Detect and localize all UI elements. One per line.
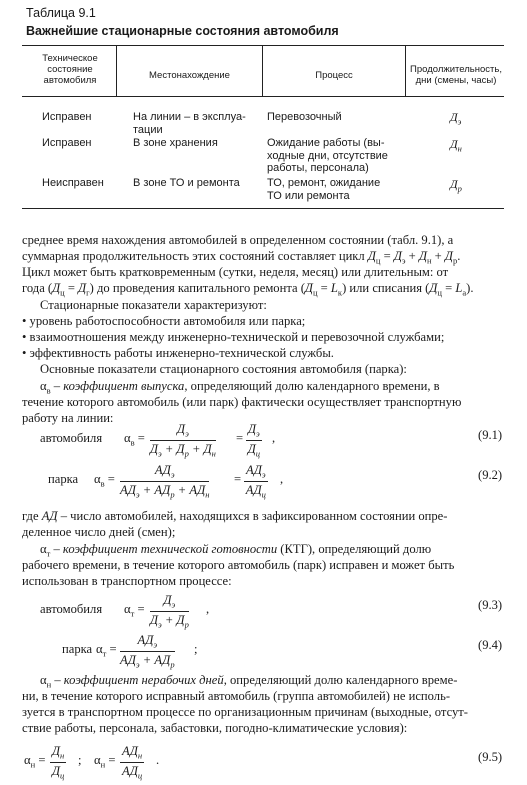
comma: , [280,472,284,486]
semicolon: ; [194,642,198,656]
paragraph-line: суммарная продолжительность этих состояний составляет цикл $Д_ц = Д_э + Д_н + Д_р$. [22,249,461,266]
equation-9-2: $\alpha_в$ = [94,472,115,489]
table-row-2-location: В зоне хранения [133,137,218,149]
equation-number: (9.3) [478,598,503,612]
equation-9-4-fraction: $АД_э$ $АД_э + АД_р$ [120,633,175,670]
equals-sign: = [234,472,242,486]
paragraph-line: $\alpha_т$ – коэффициент технической готовности (КТГ), определяющий долю [40,542,432,559]
paragraph-line: зуется в транспортном процессе по организационным причинам (выходные, отсут- [22,705,468,719]
equation-9-5b-fraction: $АД_н$ $АД_ц$ [121,744,143,781]
equation-9-3: $\alpha_т$ = [124,602,145,619]
table-caption: Таблица 9.1 [26,6,96,20]
equation-9-3-fraction: $Д_э$ $Д_э + Д_р$ [150,593,189,630]
comma: , [272,431,276,445]
equation-9-2-fraction-2: $АД_э$ $АД_ц$ [245,463,266,500]
table-row-3-location: В зоне ТО и ремонта [133,177,240,189]
paragraph-line: где АД – число автомобилей, находящихся в зафиксированном состоянии опре- [22,509,448,523]
equation-9-1: $\alpha_в$ = [124,431,145,448]
table-row-1-location: На линии – в эксплуа- тации [133,111,246,136]
paragraph-line: Стационарные показатели характеризуют: [40,298,267,312]
period: . [156,753,160,767]
paragraph-line: $\alpha_в$ – коэффициент выпуска, определяющий долю календарного времени, в [40,379,440,396]
header-duration: Продолжительность, дни (смены, часы) [410,64,502,86]
equation-9-5: $\alpha_н$ = [24,753,46,770]
equation-9-5b: $\alpha_н$ = [94,753,116,770]
equation-9-4: $\alpha_т$ = [96,642,117,659]
equation-9-2-fraction: $АД_э$ $АД_э + АД_р + АД_н$ [120,463,210,500]
paragraph-line: деленное число дней (смен); [22,525,176,539]
bullet-item: • взаимоотношения между инженерно-технической и перевозочной службами; [22,330,445,344]
paragraph-line: течение которого автомобиль (или парк) фактически осуществляет транспортную [22,395,462,409]
bullet-item: • эффективность работы инженерно-технической службы. [22,346,334,360]
paragraph-line: среднее время нахождения автомобилей в определенном состоянии (табл. 9.1), а [22,233,454,247]
table-row-3-process: ТО, ремонт, ожидание ТО или ремонта [267,177,381,202]
paragraph-line: Цикл может быть кратковременным (сутки, неделя, месяц) или длительным: от [22,265,449,279]
equation-9-5-fraction: $Д_н$ $Д_ц$ [51,744,65,781]
table-row-1-duration: $Д_э$ [450,110,462,127]
equals-sign: = [236,431,244,445]
equation-label: автомобиля [40,431,103,445]
table-row-2-state: Исправен [42,137,92,149]
equation-number: (9.5) [478,750,503,764]
paragraph-line: $\alpha_н$ – коэффициент нерабочих дней, определяющий долю календарного време- [40,673,458,690]
table-top-rule [22,45,504,46]
table-row-1-process: Перевозочный [267,111,342,123]
header-state: Техническое состояние автомобиля [42,53,98,86]
table-row-2-duration: $Д_н$ [450,137,462,154]
header-location: Местонахождение [149,70,230,81]
equation-number: (9.4) [478,638,503,652]
table-row-2-process: Ожидание работы (вы- ходные дни, отсутствие работы, персонала) [267,137,388,174]
paragraph-line: года $(Д_ц = Д_г)$ до проведения капитального ремонта $(Д_ц = L_к)$ или списания $(Д_ц = L_а)$. [22,281,474,298]
comma: , [206,602,210,616]
paragraph-line: использован в транспортном процессе: [22,574,232,588]
table-row-3-state: Неисправен [42,177,104,189]
paragraph-line: ни, в течение которого исправный автомобиль (группа автомобилей) не исполь- [22,689,451,703]
table-bottom-rule [22,208,504,209]
bullet-item: • уровень работоспособности автомобиля или парка; [22,314,306,328]
table-header-rule [22,96,504,97]
equation-number: (9.2) [478,468,503,482]
equation-label: парка [48,472,79,486]
paragraph-line: ствие работы, персонала, забастовки, погодно-климатические условия): [22,721,408,735]
equation-number: (9.1) [478,428,503,442]
equation-label: парка [62,642,93,656]
table-row-3-duration: $Д_р$ [450,177,462,194]
paragraph-line: рабочего времени, в течение которого автомобиль (парк) исправен и может быть [22,558,455,572]
semicolon: ; [78,753,82,767]
header-process: Процесс [315,70,353,81]
equation-label: автомобиля [40,602,103,616]
table-row-1-state: Исправен [42,111,92,123]
paragraph-line: Основные показатели стационарного состояния автомобиля (парка): [40,362,407,376]
paragraph-line: работу на линии: [22,411,114,425]
equation-9-1-fraction-2: $Д_э$ $Д_ц$ [247,422,261,459]
equation-9-1-fraction: $Д_э$ $Д_э + Д_р + Д_н$ [150,422,216,459]
table-title: Важнейшие стационарные состояния автомобиля [26,24,339,38]
